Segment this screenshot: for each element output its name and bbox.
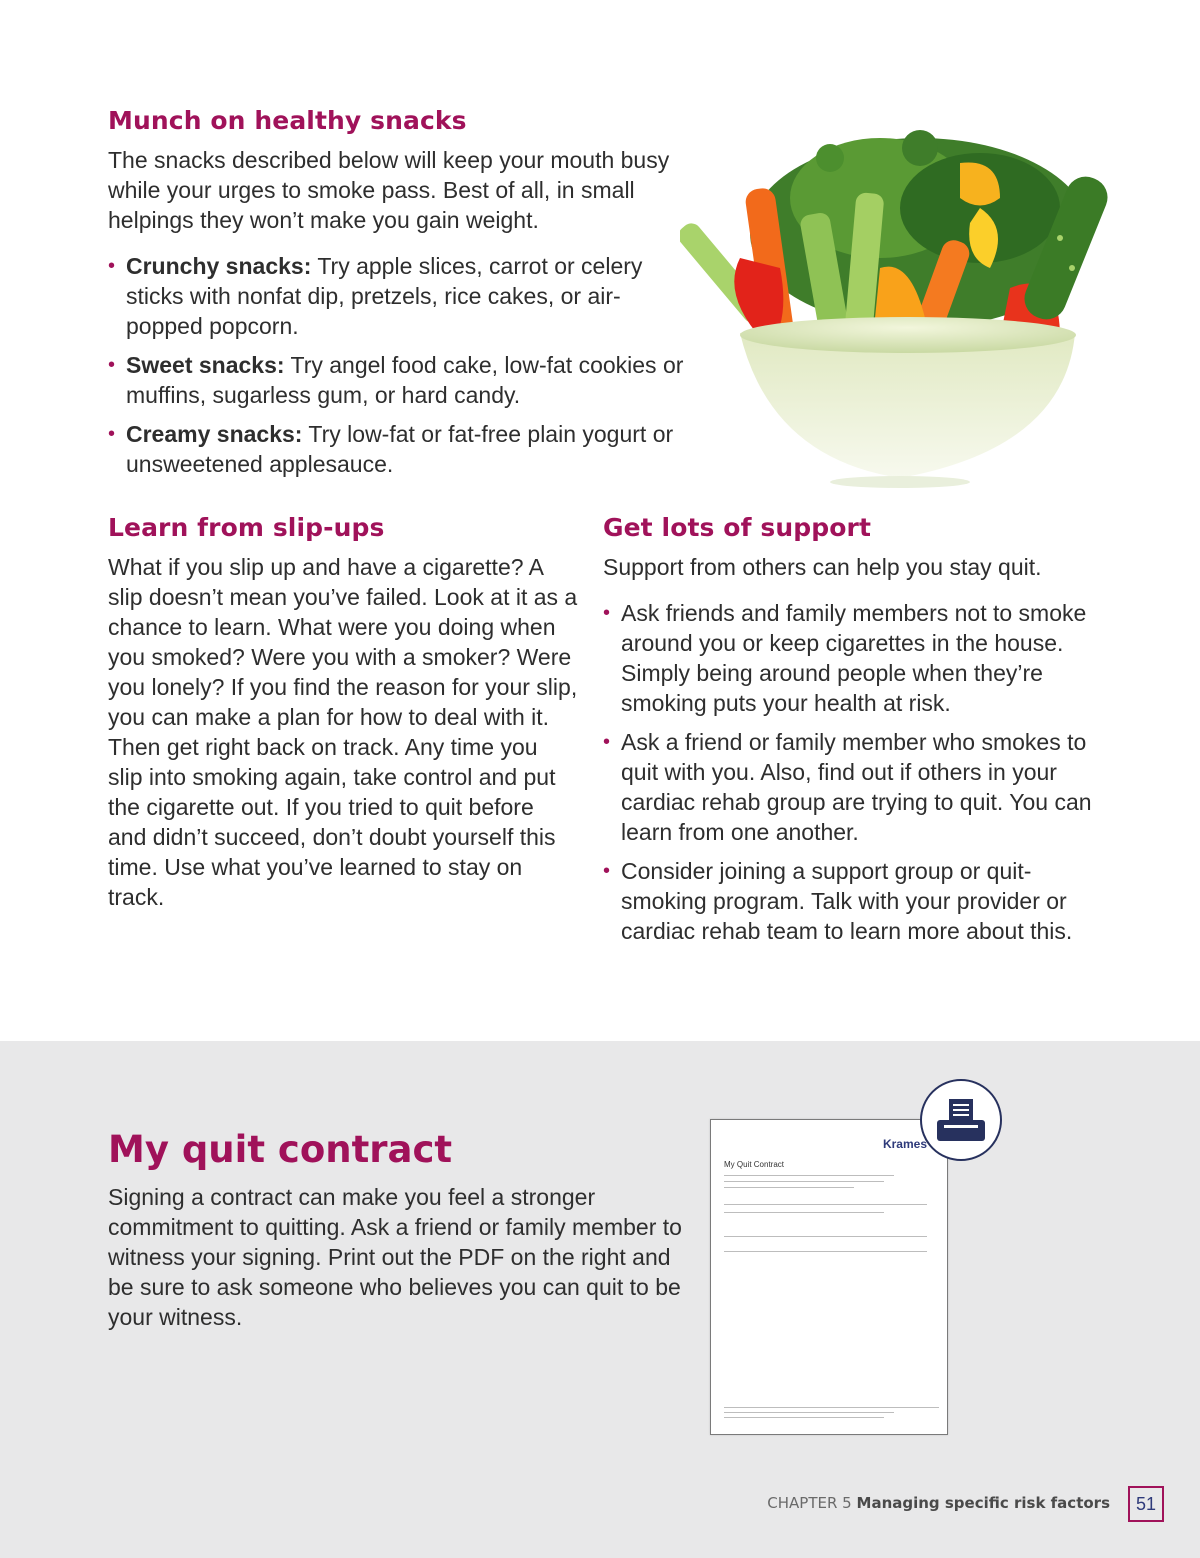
pdf-text-line	[724, 1181, 884, 1182]
support-list	[603, 598, 1093, 946]
snack-text: Try low-fat or fat-free plain yogurt or unsweetened applesauce.	[126, 421, 674, 477]
snack-label: Creamy snacks:	[126, 421, 303, 447]
printer-icon	[936, 1098, 986, 1142]
chapter-label: CHAPTER 5	[767, 1494, 852, 1512]
pdf-text-line	[724, 1175, 894, 1176]
list-item: • Ask a friend or family member who smokes to quit with you. Also, find out if others in your cardiac rehab group are trying to quit. You can learn from one another.	[603, 727, 1093, 847]
snacks-heading: Munch on healthy snacks	[108, 106, 467, 135]
page-number: 51	[1128, 1486, 1164, 1522]
list-item	[108, 419, 688, 479]
snacks-list	[108, 251, 688, 479]
vegetable-bowl-image	[680, 118, 1120, 488]
pdf-title: My Quit Contract	[724, 1160, 785, 1169]
list-item	[108, 350, 688, 410]
list-item	[108, 251, 688, 341]
list-item: • Consider joining a support group or quit-smoking program. Talk with your provider or cardiac rehab team to learn more about this.	[603, 856, 1093, 946]
snack-label: Sweet snacks:	[126, 352, 285, 378]
contract-text: Signing a contract can make you feel a stronger commitment to quitting. Ask a friend or family member to witness your signing. Print out the PDF on the right and be sure to ask someone who believes you can quit to be your witness.	[108, 1184, 682, 1330]
pdf-footer-line	[724, 1417, 884, 1418]
snacks-section	[108, 106, 688, 488]
slips-section	[108, 513, 578, 912]
chapter-title: Managing specific risk factors	[856, 1494, 1110, 1512]
print-button[interactable]	[920, 1079, 1002, 1161]
slips-heading: Learn from slip-ups	[108, 513, 385, 542]
pdf-text-line	[724, 1187, 854, 1188]
slips-text: What if you slip up and have a cigarette? A slip doesn’t mean you’ve failed. Look at it as a chance to learn. What were you doing when you smoked? Were you with a smoker? Were you lonely? If you find the reason for your slip, you can make a plan for how to deal with it. Then get right back on track. Any time you slip into smoking again, take control and put the cigarette out. If you tried to quit before and didn’t succeed, don’t doubt yourself this time. Use what you’ve learned to stay on track.	[108, 554, 578, 910]
support-heading: Get lots of support	[603, 513, 871, 542]
snack-text: Try angel food cake, low-fat cookies or muffins, sugarless gum, or hard candy.	[126, 352, 684, 408]
support-section	[603, 513, 1093, 955]
pdf-footer-line	[724, 1407, 939, 1408]
support-intro: Support from others can help you stay quit.	[603, 554, 1042, 580]
page-footer	[767, 1494, 1110, 1512]
contract-heading: My quit contract	[108, 1128, 453, 1171]
list-item: • Ask friends and family members not to smoke around you or keep cigarettes in the house. Simply being around people when they’re smoking puts your health at risk.	[603, 598, 1093, 718]
quit-contract-pdf-thumbnail[interactable]	[710, 1119, 948, 1435]
snacks-intro: The snacks described below will keep your mouth busy while your urges to smoke pass. Best of all, in small helpings they won’t make you gain weight.	[108, 147, 670, 233]
snack-text: Try apple slices, carrot or celery sticks with nonfat dip, pretzels, rice cakes, or air-popped popcorn.	[126, 253, 643, 339]
snack-label: Crunchy snacks:	[126, 253, 312, 279]
pdf-brand-logo: Krames	[882, 1137, 927, 1151]
pdf-footer-line	[724, 1412, 894, 1413]
pdf-text-line	[724, 1212, 884, 1213]
pdf-signature-line	[724, 1251, 927, 1252]
pdf-text-line	[724, 1204, 927, 1205]
pdf-signature-line	[724, 1236, 927, 1237]
